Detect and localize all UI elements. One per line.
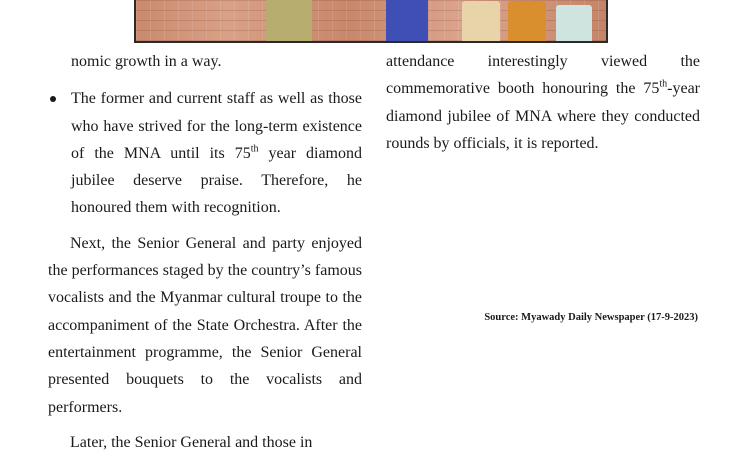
bullet-item: The former and current staff as well as those who have strived for the long-term existence of the MNA until its 75th year diamond jubilee deserve praise. Therefore, he honoured them with recognition. — [48, 85, 362, 221]
bullet-icon — [50, 96, 56, 102]
left-column — [48, 48, 362, 456]
paragraph-booth: attendance interestingly viewed the commemorative booth honouring the 75th-year diamond jubilee of MNA where they conducted rounds by officials, it is reported. — [386, 53, 700, 152]
right-column — [386, 48, 700, 157]
paragraph-later: Later, the Senior General and those in — [70, 433, 313, 451]
article-photo — [134, 0, 608, 43]
continued-text: nomic growth in a way. — [71, 53, 222, 70]
source-credit: Source: Myawady Daily Newspaper (17-9-2023) — [484, 312, 698, 323]
paragraph-performances: Next, the Senior General and party enjoyed the performances staged by the country’s famous vocalists and the Myanmar cultural troupe to the accompaniment of the State Orchestra. After the entertainment programme, the Senior General presented bouquets to the vocalists and performers. — [48, 234, 362, 416]
